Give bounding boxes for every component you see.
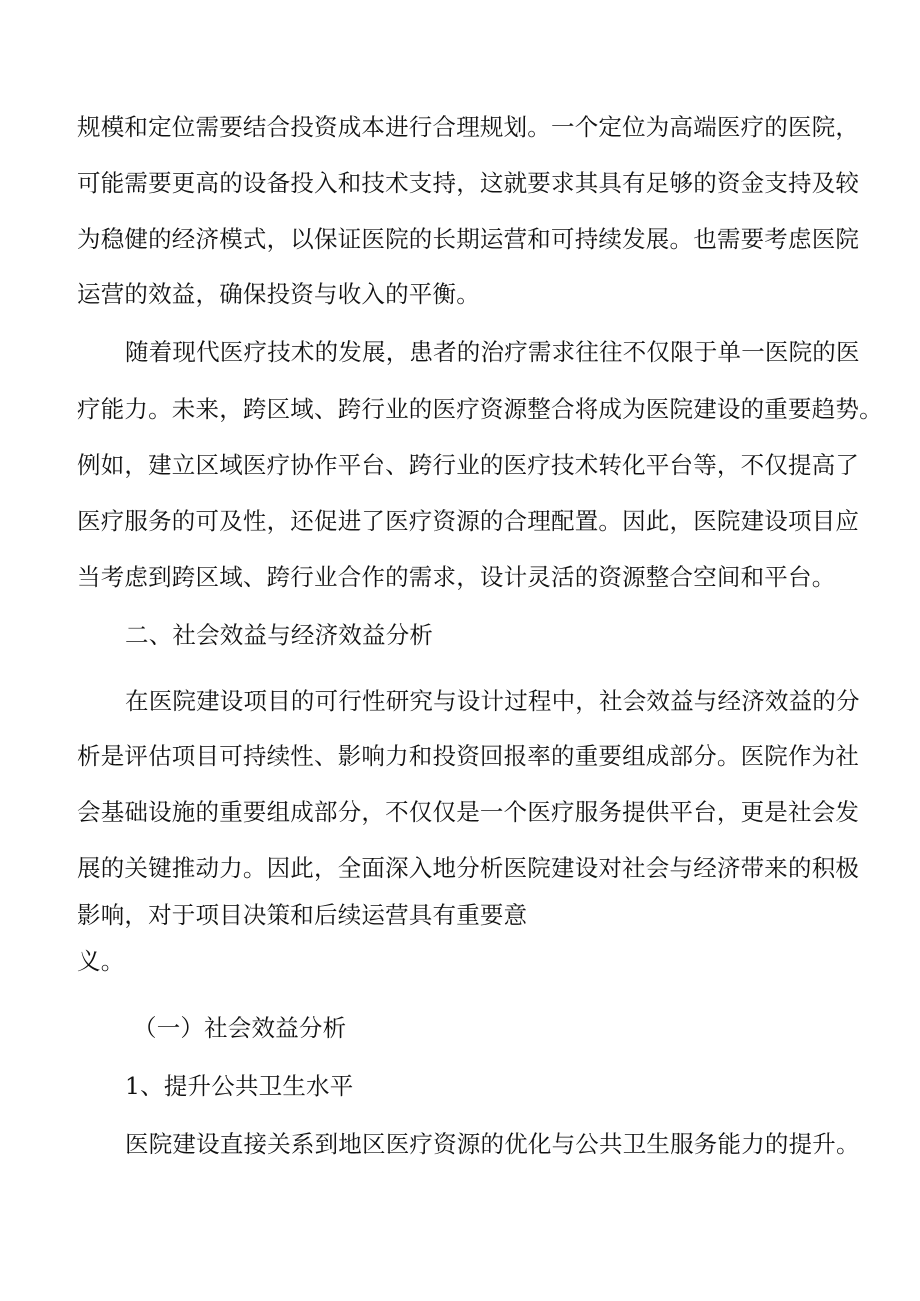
text-line: 例如，建立区域医疗协作平台、跨行业的医疗技术转化平台等，不仅提高了 <box>77 451 860 479</box>
subsection-heading: （一）社会效益分析 <box>133 1014 347 1042</box>
subsection-heading: 1、提升公共卫生水平 <box>125 1072 354 1100</box>
text-line: 展的关键推动力。因此，全面深入地分析医院建设对社会与经济带来的积极 <box>77 854 860 882</box>
text-line: 影响，对于项目决策和后续运营具有重要意 <box>77 901 528 929</box>
text-line: 义。 <box>77 947 125 975</box>
text-line: 可能需要更高的设备投入和技术支持，这就要求其具有足够的资金支持及较 <box>77 169 860 197</box>
text-line: 随着现代医疗技术的发展，患者的治疗需求往往不仅限于单一医院的医 <box>125 338 860 366</box>
section-heading: 二、社会效益与经济效益分析 <box>125 621 434 649</box>
text-line: 析是评估项目可持续性、影响力和投资回报率的重要组成部分。医院作为社 <box>77 742 860 770</box>
text-line: 在医院建设项目的可行性研究与设计过程中，社会效益与经济效益的分 <box>125 687 860 715</box>
text-line: 当考虑到跨区域、跨行业合作的需求，设计灵活的资源整合空间和平台。 <box>77 563 836 591</box>
text-line: 疗能力。未来，跨区域、跨行业的医疗资源整合将成为医院建设的重要趋势。 <box>77 395 883 423</box>
text-line: 医院建设直接关系到地区医疗资源的优化与公共卫生服务能力的提升。 <box>125 1130 860 1158</box>
text-line: 医疗服务的可及性，还促进了医疗资源的合理配置。因此，医院建设项目应 <box>77 507 860 535</box>
text-line: 运营的效益，确保投资与收入的平衡。 <box>77 280 480 308</box>
text-line: 为稳健的经济模式，以保证医院的长期运营和可持续发展。也需要考虑医院 <box>77 225 860 253</box>
text-line: 会基础设施的重要组成部分，不仅仅是一个医疗服务提供平台，更是社会发 <box>77 798 860 826</box>
text-line: 规模和定位需要结合投资成本进行合理规划。一个定位为高端医疗的医院， <box>77 113 860 141</box>
